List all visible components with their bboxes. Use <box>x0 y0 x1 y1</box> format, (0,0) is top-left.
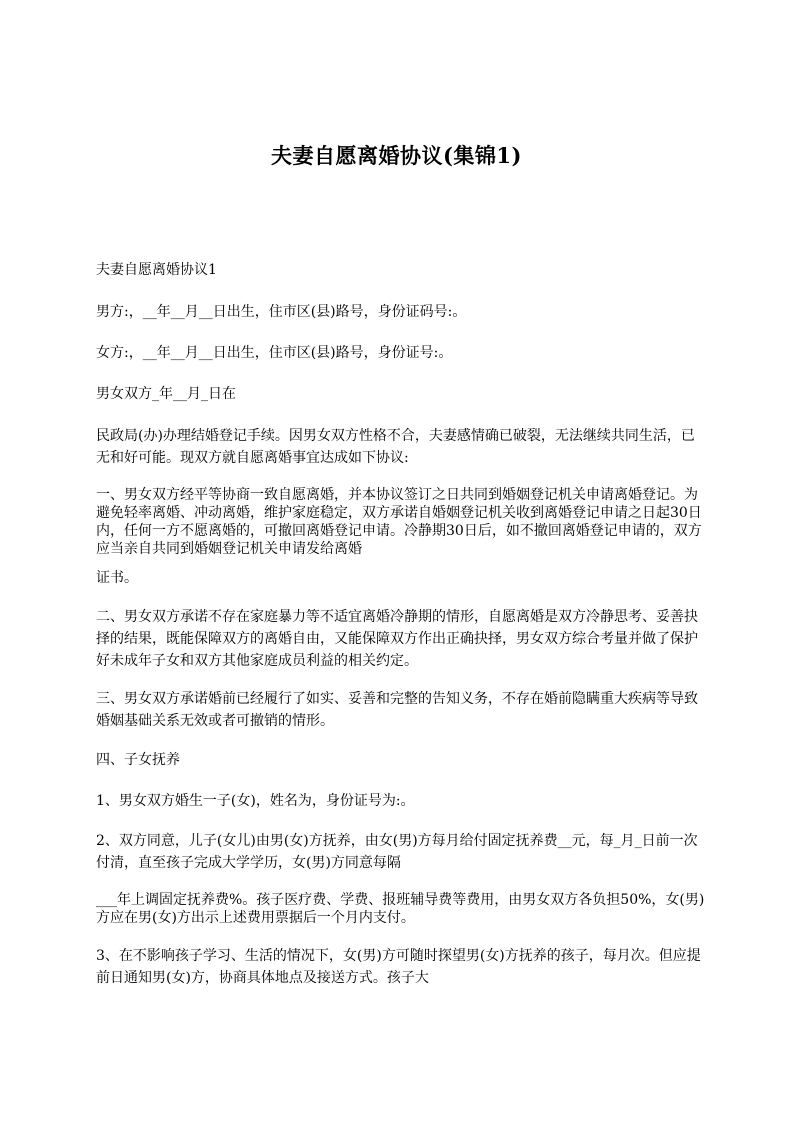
clause-2: 二、男女双方承诺不存在家庭暴力等不适宜离婚冷静期的情形，自愿离婚是双方冷静思考、妥善抉择的结果，既能保障双方的离婚自由，又能保障双方作出正确抉择，男女双方综合考量并做了保护好未成年子女和双方其他家庭成员利益的相关约定。 <box>96 609 698 669</box>
child-item-2: 2、双方同意，儿子(女儿)由男(女)方抚养，由女(男)方每月给付固定抚养费__元，每_月_日前一次付清，直至孩子完成大学学历，女(男)方同意每隔 <box>96 833 698 871</box>
child-item-1: 1、男女双方婚生一子(女)，姓名为，身份证号为:。 <box>96 793 415 809</box>
marriage-date-line: 男女双方_年__月_日在 <box>96 386 236 402</box>
registry-paragraph: 民政局(办)办理结婚登记手续。因男女双方性格不合，夫妻感情确已破裂，无法继续共同生活，已无和好可能。现双方就自愿离婚事宜达成如下协议: <box>96 428 695 466</box>
clause-4-heading: 四、子女抚养 <box>96 752 180 768</box>
document-title: 夫妻自愿离婚协议(集锦1) <box>271 143 522 168</box>
clause-1-end: 证书。 <box>96 570 138 586</box>
child-item-3: 3、在不影响孩子学习、生活的情况下，女(男)方可随时探望男(女)方抚养的孩子，每月次。但应提前日通知男(女)方，协商具体地点及接送方式。孩子大 <box>96 948 701 986</box>
clause-1: 一、男女双方经平等协商一致自愿离婚，并本协议签订之日共同到婚姻登记机关申请离婚登记。为避免轻率离婚、冲动离婚，维护家庭稳定，双方承诺自婚姻登记机关收到离婚登记申请之日起30日内，任何一方不愿离婚的，可撤回离婚登记申请。冷静期30日后，如不撤回离婚登记申请的，双方应当亲自共同到婚姻登记机关申请发给离婚 <box>96 487 702 557</box>
agreement-subtitle: 夫妻自愿离婚协议1 <box>96 262 217 278</box>
child-item-2-continued: ___年上调固定抚养费%。孩子医疗费、学费、报班辅导费等费用，由男女双方各负担50%，女(男)方应在男(女)方出示上述费用票据后一个月内支付。 <box>96 892 705 926</box>
clause-3: 三、男女双方承诺婚前已经履行了如实、妥善和完整的告知义务，不存在婚前隐瞒重大疾病等导致婚姻基础关系无效或者可撤销的情形。 <box>96 691 698 729</box>
male-party-line: 男方:，__年__月__日出生，住市区(县)路号，身份证码号:。 <box>96 304 467 320</box>
female-party-line: 女方:，__年__月__日出生，住市区(县)路号，身份证号:。 <box>96 345 453 361</box>
